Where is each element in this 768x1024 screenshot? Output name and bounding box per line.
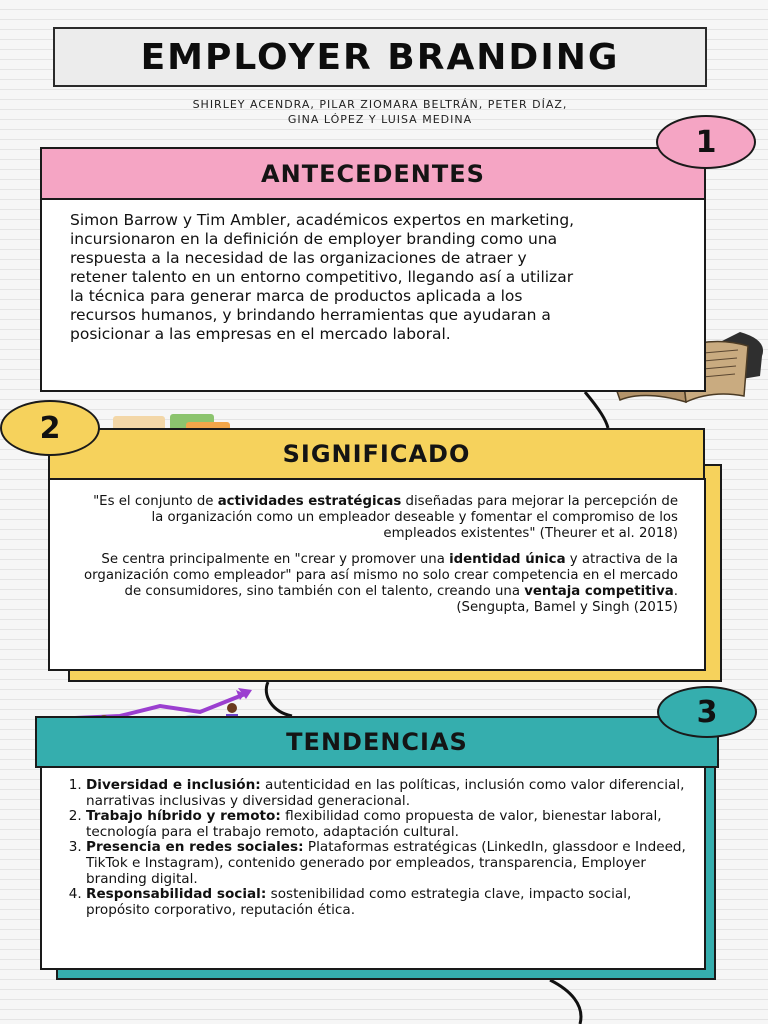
significado-paragraph-2	[82, 552, 678, 616]
text-run-bold: identidad única	[449, 552, 566, 567]
item-heading: Diversidad e inclusión:	[86, 777, 261, 793]
item-text: Plataformas estratégicas (LinkedIn, glassdoor e Indeed, TikTok e Instagram), contenido generado por empleados, transparencia, Employer branding digital.	[86, 839, 686, 887]
item-text: autenticidad en las políticas, inclusión como valor diferencial, narrativas inclusivas y diversidad generacional.	[86, 777, 685, 809]
text-run-bold: ventaja competitiva	[524, 584, 674, 599]
list-item	[86, 840, 694, 887]
authors-line-1: SHIRLEY ACENDRA, PILAR ZIOMARA BELTRÁN, PETER DÍAZ,	[192, 98, 568, 111]
section-number: 1	[695, 124, 717, 160]
antecedentes-text: Simon Barrow y Tim Ambler, académicos expertos en marketing, incursionaron en la definición de employer branding como una respuesta a la necesidad de las organizaciones de atraer y retener talento en un entorno competitivo, llegando así a utilizar la técnica para generar marca de productos aplicada a los recursos humanos, y brindando herramientas que ayudaran a posicionar a las empresas en el mercado laboral.	[70, 211, 575, 343]
connector-line	[266, 682, 292, 716]
significado-card	[48, 478, 706, 671]
list-item	[86, 778, 694, 809]
antecedentes-title: ANTECEDENTES	[261, 159, 485, 188]
authors-line-2: GINA LÓPEZ Y LUISA MEDINA	[287, 113, 473, 126]
tendencias-card	[40, 766, 706, 970]
item-heading: Presencia en redes sociales:	[86, 839, 304, 856]
connector-line	[550, 980, 581, 1024]
tendencias-title: TENDENCIAS	[286, 728, 468, 756]
title-box	[53, 27, 707, 87]
authors	[80, 97, 680, 127]
section-number-badge	[656, 115, 756, 169]
text-run: y atractiva de la organización como empleador" para así mismo no solo crear competencia en el mercado de consumidores, sino también con el talento, creando una	[84, 552, 678, 599]
antecedentes-header	[40, 147, 706, 200]
text-run: "Es el conjunto de	[93, 494, 218, 509]
tendencias-header	[35, 716, 719, 768]
page-title: EMPLOYER BRANDING	[140, 36, 620, 78]
item-heading: Trabajo híbrido y remoto:	[86, 808, 281, 825]
list-item	[86, 887, 694, 918]
section-number-badge	[657, 686, 757, 738]
section-number: 3	[696, 694, 718, 730]
list-item	[86, 809, 694, 840]
text-run: Se centra principalmente en "crear y promover una	[101, 552, 450, 567]
item-heading: Responsabilidad social:	[86, 886, 267, 903]
antecedentes-card	[40, 198, 706, 392]
text-run: diseñadas para mejorar la percepción de la organización como un empleador deseable y fomentar el compromiso de los empleados existentes" (Theurer et al. 2018)	[151, 494, 678, 541]
section-number-badge	[0, 400, 100, 456]
item-text: sostenibilidad como estrategia clave, impacto social, propósito corporativo, reputación ética.	[86, 886, 632, 918]
significado-title: SIGNIFICADO	[282, 440, 471, 468]
tendencias-list	[62, 778, 694, 918]
section-number: 2	[39, 410, 61, 446]
text-run: . (Sengupta, Bamel y Singh (2015)	[456, 584, 678, 615]
significado-header	[48, 428, 705, 480]
text-run-bold: actividades estratégicas	[217, 494, 402, 509]
significado-paragraph-1	[82, 494, 678, 542]
connector-line	[585, 392, 608, 428]
item-text: flexibilidad como propuesta de valor, bienestar laboral, tecnología para el trabajo remoto, adaptación cultural.	[86, 808, 662, 840]
